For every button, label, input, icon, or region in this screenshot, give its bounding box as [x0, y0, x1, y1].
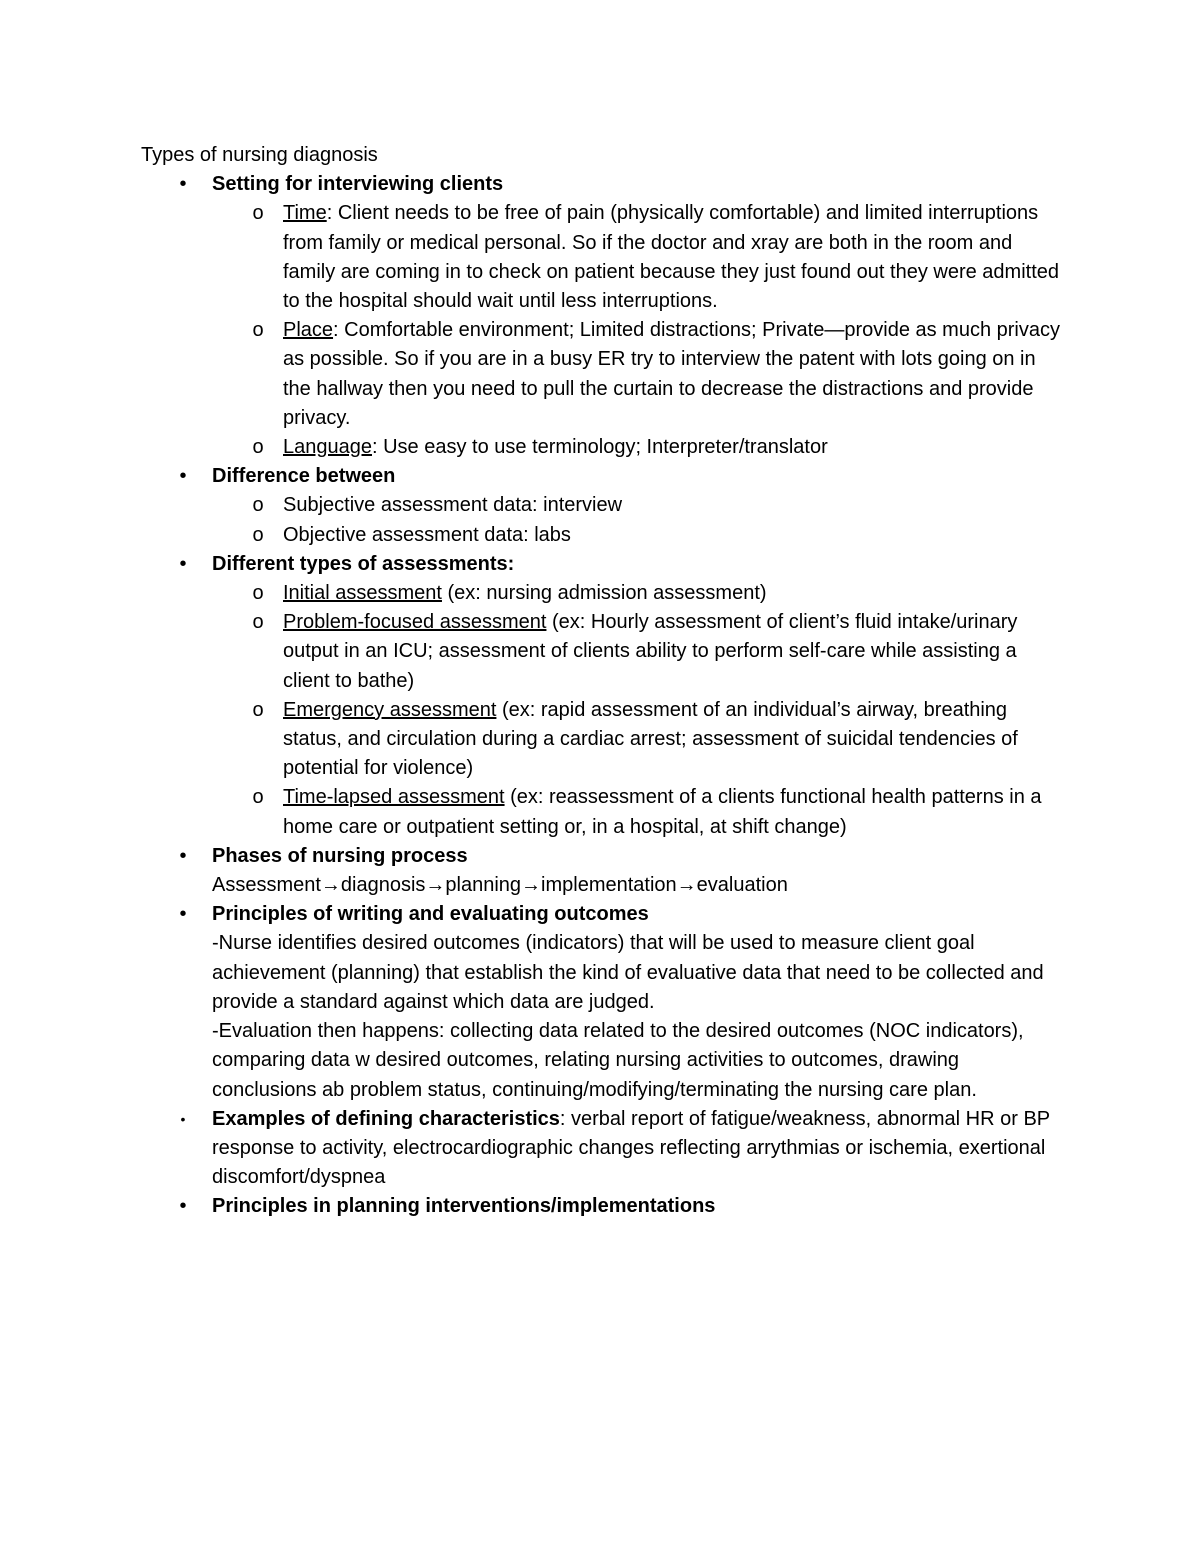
- item-term: Place: [283, 319, 334, 342]
- bullet-marker: •: [179, 465, 187, 488]
- section-heading: Principles in planning interventions/implementations: [212, 1195, 716, 1218]
- sub-bullet-marker: o: [252, 698, 264, 721]
- item-term: Problem-focused assessment: [283, 611, 547, 634]
- list-item-setting: [141, 170, 1066, 462]
- bullet-marker: •: [179, 844, 187, 867]
- item-text: : verbal report of fatigue/weakness, abnormal HR or BP response to activity, electrocardiographic changes reflecting arrythmias or ischemia, exertional discomfort/dyspnea: [212, 1107, 1050, 1189]
- item-term: Language: [283, 436, 372, 459]
- list-item-outcomes: [141, 900, 1066, 1104]
- item-text: (ex: nursing admission assessment): [441, 582, 767, 605]
- item-term: Emergency assessment: [283, 698, 497, 721]
- sub-item: [212, 491, 1066, 520]
- bullet-marker: •: [180, 1110, 186, 1127]
- sub-bullet-marker: o: [252, 582, 264, 605]
- item-text: : Client needs to be free of pain (physically comfortable) and limited interruptions from family or medical personal. So if the doctor and xray are both in the room and family are coming in to check on patient because they just found out they were admitted to the hospital should wait until less interruptions.: [283, 202, 1059, 313]
- item-term: Time-lapsed assessment: [283, 786, 505, 809]
- sub-bullet-list: [212, 199, 1066, 462]
- item-text: (ex: reassessment of a clients functional health patterns in a home care or outpatient setting or, in a hospital, at shift change): [283, 786, 1042, 838]
- section-heading: Principles of writing and evaluating outcomes: [212, 903, 649, 926]
- sub-bullet-marker: o: [252, 436, 264, 459]
- sub-item: [212, 579, 1066, 608]
- list-item-defining-characteristics: [141, 1105, 1066, 1193]
- section-heading: Setting for interviewing clients: [212, 173, 504, 196]
- bullet-marker: •: [179, 552, 187, 575]
- item-term: Initial assessment: [283, 582, 442, 605]
- item-text: : Comfortable environment; Limited distractions; Private—provide as much privacy as possible. So if you are in a busy ER try to interview the patent with lots going on in the hallway then you need to pull the curtain to decrease the distractions and provide privacy.: [283, 319, 1060, 429]
- section-heading: Phases of nursing process: [212, 844, 468, 867]
- document-body: [141, 141, 1066, 1222]
- outcomes-paragraph: -Evaluation then happens: collecting data related to the desired outcomes (NOC indicators), comparing data w desired outcomes, relating nursing activities to outcomes, drawing conclusions ab problem status, continuing/modifying/terminating the nursing care plan.: [212, 1020, 1024, 1101]
- sub-item: [212, 433, 1066, 462]
- item-text: Subjective assessment data: interview: [283, 494, 623, 517]
- sub-bullet-marker: o: [252, 611, 264, 634]
- item-term: Time: [283, 202, 327, 225]
- sub-bullet-list: [212, 579, 1066, 842]
- sub-bullet-marker: o: [252, 523, 264, 546]
- sub-item: [212, 608, 1066, 696]
- list-item-planning-interventions: [141, 1192, 1066, 1221]
- sub-item: [212, 783, 1066, 841]
- main-bullet-list: [141, 170, 1066, 1221]
- item-text: (ex: rapid assessment of an individual’s airway, breathing status, and circulation during a cardiac arrest; assessment of suicidal tendencies of potential for violence): [283, 698, 1018, 780]
- list-item-phases: [141, 842, 1066, 900]
- section-heading: Examples of defining characteristics: [212, 1107, 560, 1130]
- item-text: : Use easy to use terminology; Interpreter/translator: [371, 436, 828, 459]
- section-heading: Different types of assessments:: [212, 552, 515, 575]
- bullet-marker: •: [179, 173, 187, 196]
- sub-item: [212, 521, 1066, 550]
- list-item-assessment-types: [141, 550, 1066, 842]
- item-text: (ex: Hourly assessment of client’s fluid intake/urinary output in an ICU; assessment of clients ability to perform self-care while assisting a client to bathe): [283, 611, 1018, 692]
- list-item-difference: [141, 462, 1066, 550]
- sub-bullet-list: [212, 491, 1066, 549]
- document-title: Types of nursing diagnosis: [141, 144, 378, 166]
- bullet-marker: •: [179, 1195, 187, 1218]
- sub-item: [212, 696, 1066, 784]
- sub-bullet-marker: o: [252, 786, 264, 809]
- sub-bullet-marker: o: [252, 319, 264, 342]
- bullet-marker: •: [179, 903, 187, 926]
- sub-bullet-marker: o: [252, 494, 264, 517]
- sub-item: [212, 316, 1066, 433]
- item-text: Objective assessment data: labs: [283, 523, 571, 546]
- sub-bullet-marker: o: [252, 202, 264, 225]
- phases-sequence: Assessment→diagnosis→planning→implementation→evaluation: [212, 874, 788, 897]
- outcomes-paragraph: -Nurse identifies desired outcomes (indicators) that will be used to measure client goal achievement (planning) that establish the kind of evaluative data that need to be collected and provide a standard against which data are judged.: [212, 932, 1044, 1013]
- section-heading: Difference between: [212, 465, 396, 488]
- sub-item: [212, 199, 1066, 316]
